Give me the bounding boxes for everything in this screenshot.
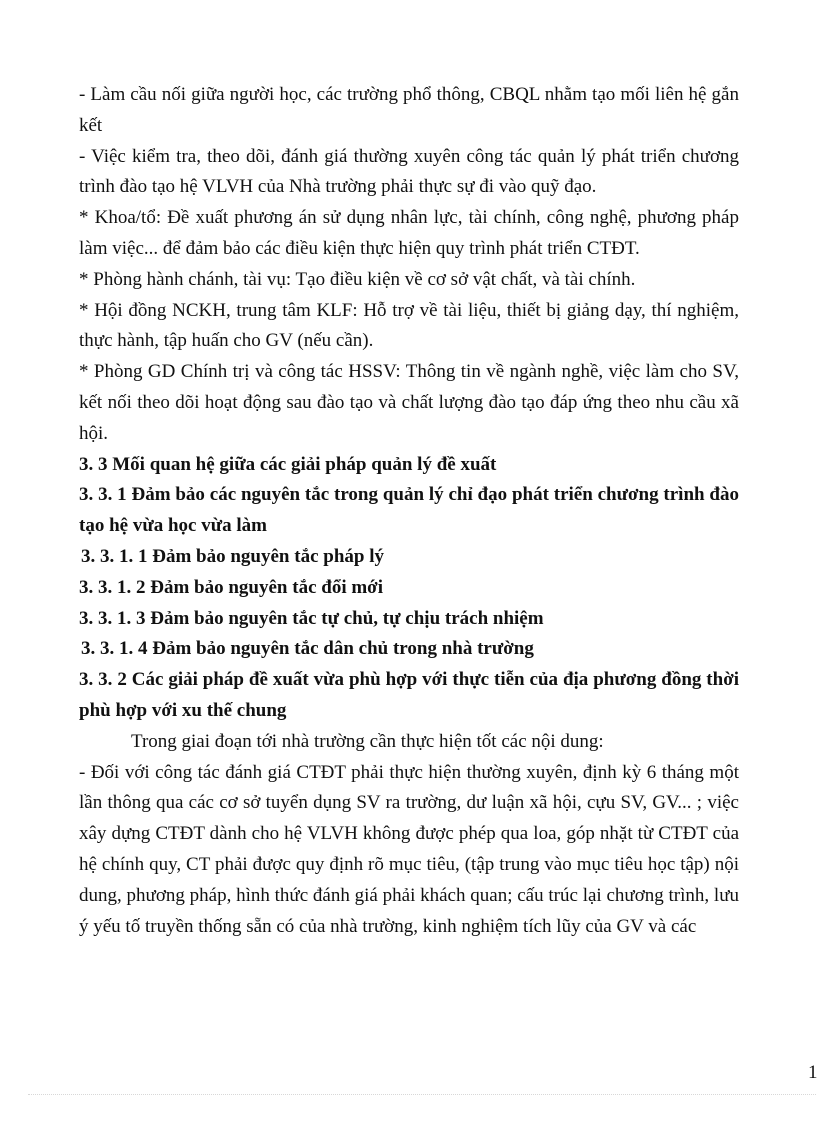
- paragraph-evaluation: - Đối với công tác đánh giá CTĐT phải thực hiện thường xuyên, định kỳ 6 tháng một lần thông qua các cơ sở tuyển dụng SV ra trường, dư luận xã hội, cựu SV, GV... ; việc xây dựng CTĐT dành cho hệ VLVH không được phép qua loa, góp nhặt từ CTĐT của hệ chính quy, CT phải được quy định rõ mục tiêu, (tập trung vào mục tiêu học tập) nội dung, phương pháp, hình thức đánh giá phải khách quan; cấu trúc lại chương trình, lưu ý yếu tố truyền thống sẵn có của nhà trường, kinh nghiệm tích lũy của GV và các: [79, 761, 739, 937]
- heading-3-3-1-4: 3. 3. 1. 4 Đảm bảo nguyên tắc dân chủ trong nhà trường: [81, 638, 534, 660]
- paragraph-inspection: - Việc kiểm tra, theo dõi, đánh giá thường xuyên công tác quản lý phát triển chương trình đào tạo hệ VLVH của Nhà trường phải thực sự đi vào quỹ đạo.: [79, 145, 739, 198]
- heading-3-3: 3. 3 Mối quan hệ giữa các giải pháp quản lý đề xuất: [79, 453, 497, 475]
- heading-3-3-1-1: 3. 3. 1. 1 Đảm bảo nguyên tắc pháp lý: [81, 545, 384, 567]
- document-body: [79, 80, 739, 942]
- paragraph-research-council: * Hội đồng NCKH, trung tâm KLF: Hỗ trợ về tài liệu, thiết bị giảng dạy, thí nghiệm, thực hành, tập huấn cho GV (nếu cần).: [79, 299, 739, 352]
- paragraph-admin-office: * Phòng hành chánh, tài vụ: Tạo điều kiện về cơ sở vật chất, và tài chính.: [79, 268, 636, 290]
- paragraph-bridge-role: - Làm cầu nối giữa người học, các trường phổ thông, CBQL nhằm tạo mối liên hệ gắn kết: [79, 84, 739, 136]
- heading-3-3-2: 3. 3. 2 Các giải pháp đề xuất vừa phù hợp với thực tiễn của địa phương đồng thời phù hợp với xu thế chung: [79, 669, 739, 721]
- footer-divider: [28, 1094, 816, 1095]
- paragraph-upcoming-period: Trong giai đoạn tới nhà trường cần thực hiện tốt các nội dung:: [131, 730, 604, 752]
- paragraph-faculty: * Khoa/tổ: Đề xuất phương án sử dụng nhân lực, tài chính, công nghệ, phương pháp làm việc... để đảm bảo các điều kiện thực hiện quy trình phát triển CTĐT.: [79, 207, 739, 259]
- heading-3-3-1-2: 3. 3. 1. 2 Đảm bảo nguyên tắc đổi mới: [79, 576, 383, 598]
- paragraph-student-affairs: * Phòng GD Chính trị và công tác HSSV: Thông tin về ngành nghề, việc làm cho SV, kết nối theo dõi hoạt động sau đào tạo và chất lượng đào tạo đáp ứng theo nhu cầu xã hội.: [79, 361, 739, 444]
- heading-3-3-1-3: 3. 3. 1. 3 Đảm bảo nguyên tắc tự chủ, tự chịu trách nhiệm: [79, 607, 544, 629]
- heading-3-3-1: 3. 3. 1 Đảm bảo các nguyên tắc trong quản lý chỉ đạo phát triển chương trình đào tạo hệ vừa học vừa làm: [79, 484, 739, 537]
- page-number: 1: [808, 1062, 818, 1083]
